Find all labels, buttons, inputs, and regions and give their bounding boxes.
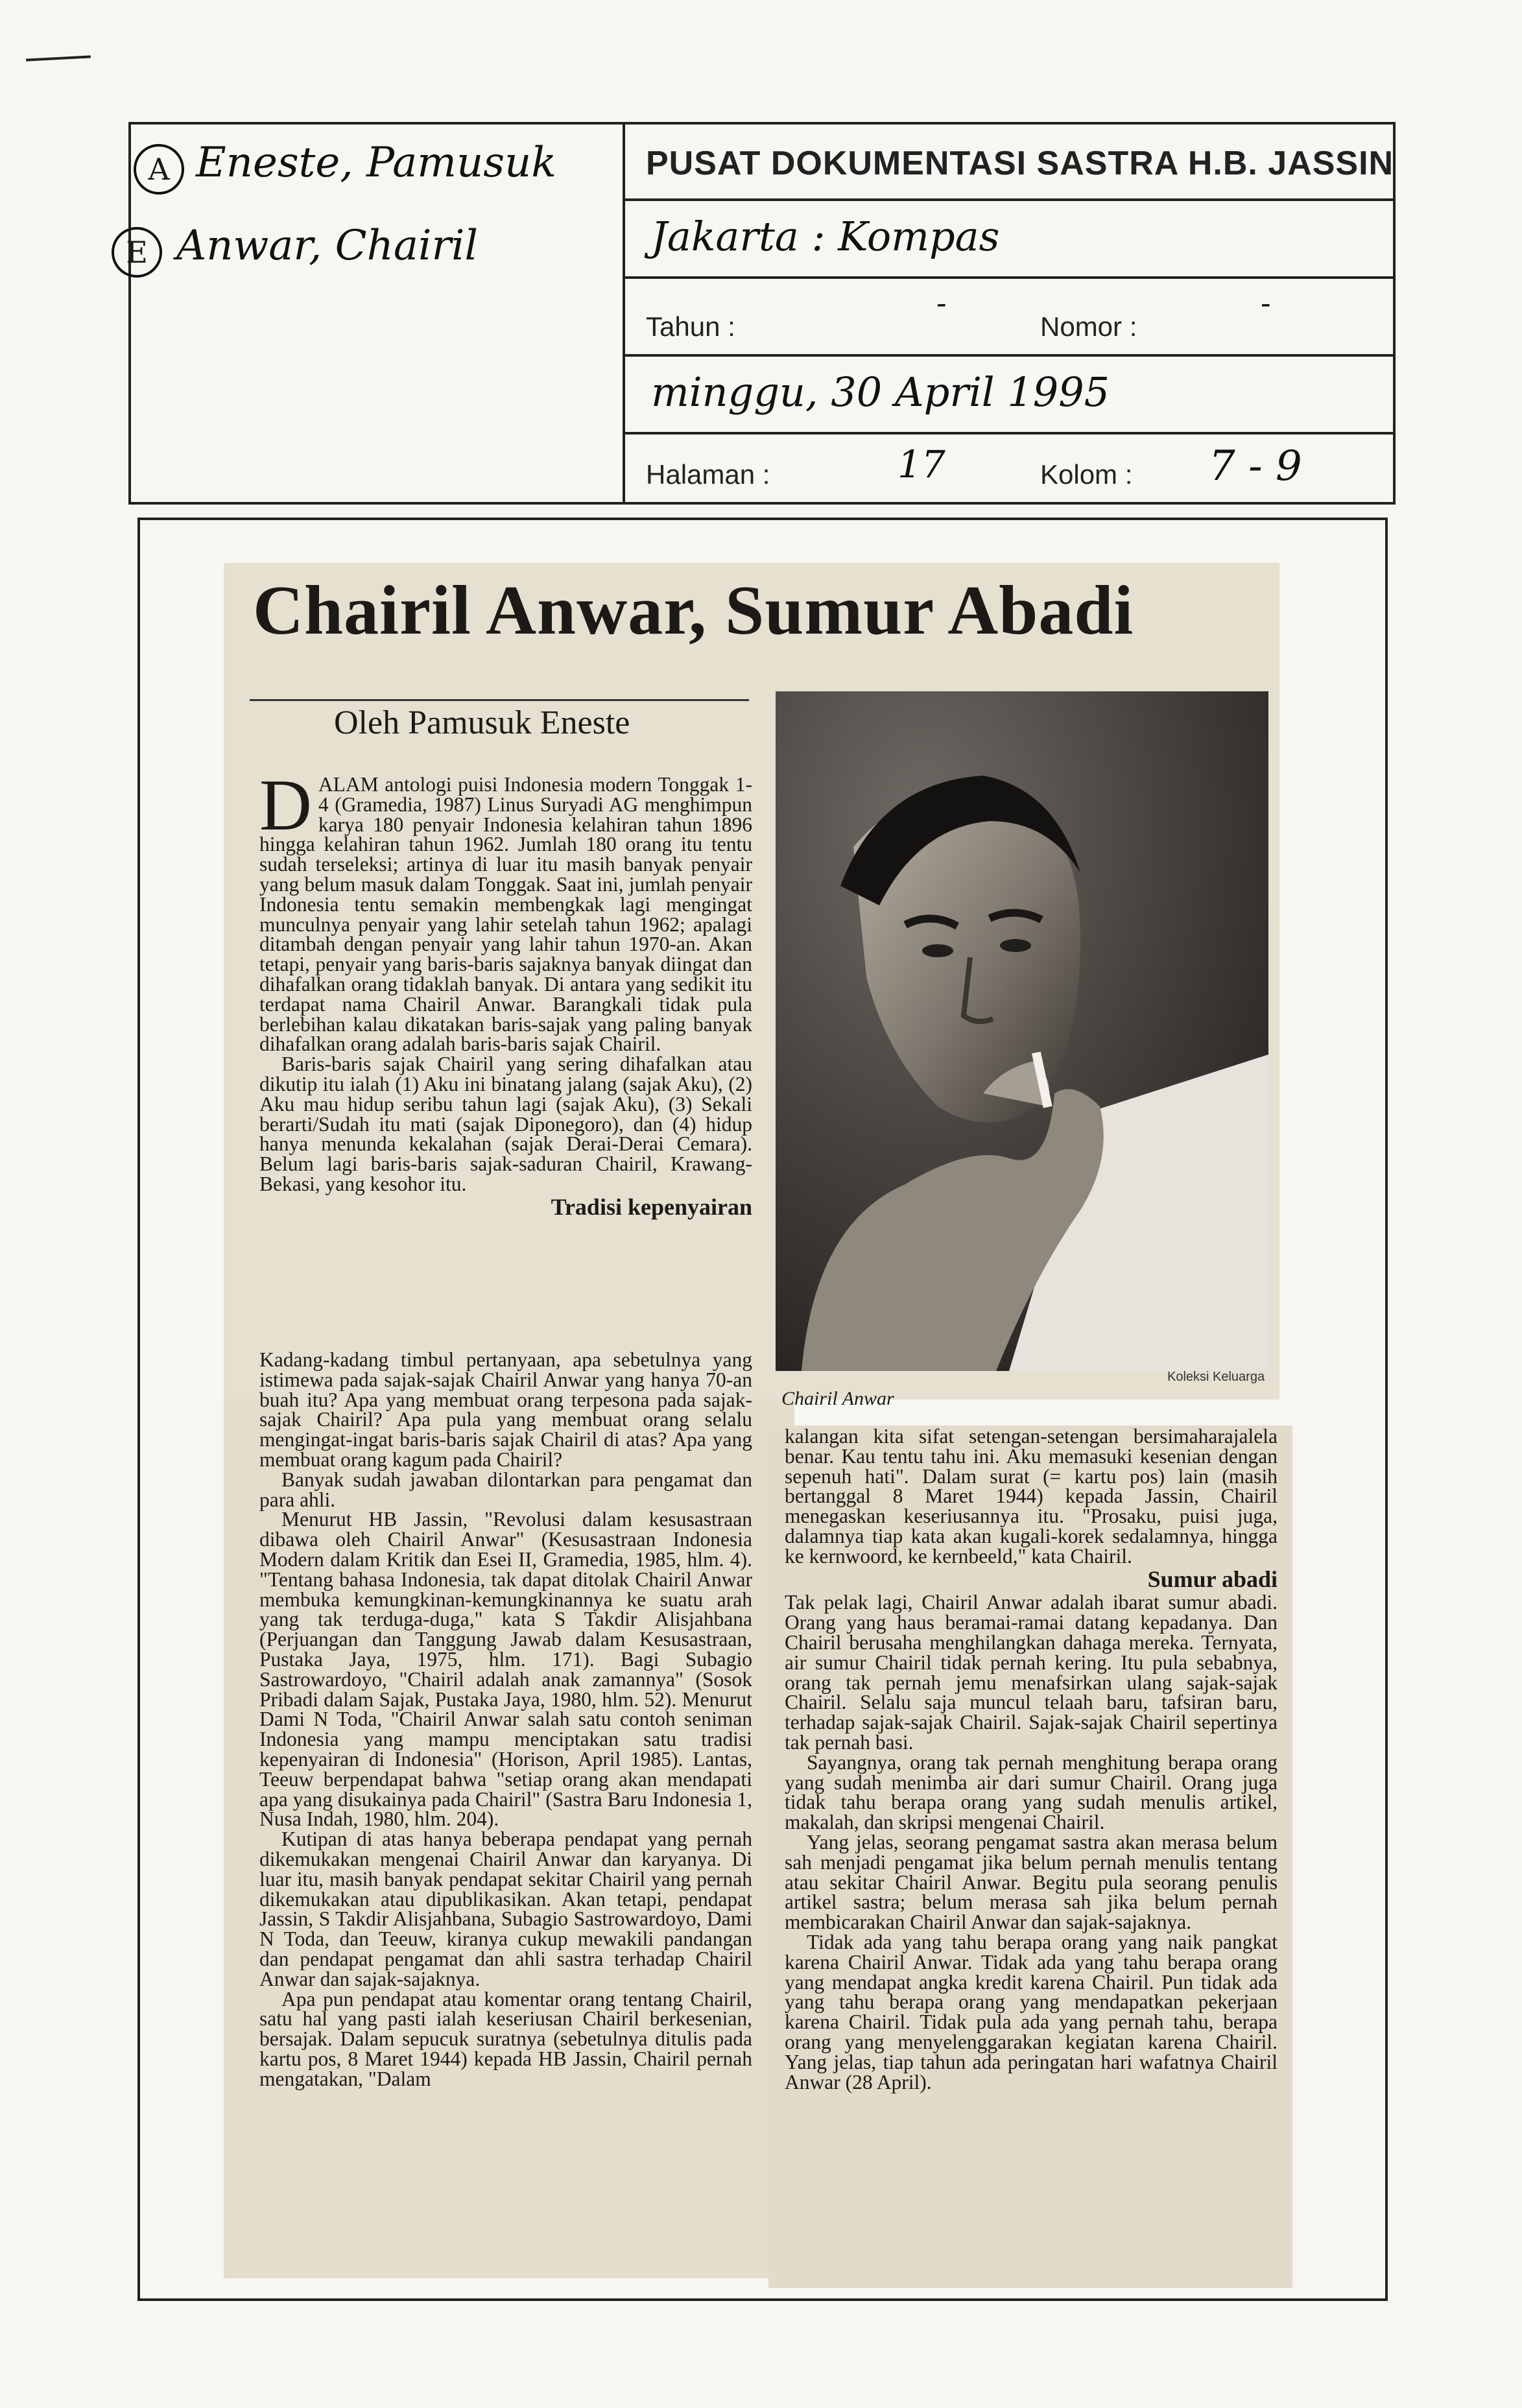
- portrait-photo: [776, 691, 1268, 1371]
- drop-cap: D: [259, 765, 312, 846]
- annotation-panel: [126, 125, 625, 502]
- page-value: 17: [898, 442, 945, 486]
- form-row-institution: [625, 125, 1393, 201]
- column-value: 7 - 9: [1209, 442, 1302, 490]
- paragraph: Apa pun pendapat atau komentar orang tentang Chairil, satu hal yang pasti ialah keseriusan Chairil berkesenian, bersajak. Dalam sepucuk suratnya (sebetulnya ditulis pada kartu pos, 8 Maret 1944) kepada HB Jassin, Chairil pernah mengatakan, "Dalam: [259, 1987, 752, 2090]
- column-label: Kolom :: [1040, 459, 1133, 490]
- paragraph: Kutipan di atas hanya beberapa pendapat yang pernah dikemukakan mengenai Chairil Anwar dan karyanya. Di luar itu, masih banyak pendapat sekitar Chairil yang pernah dikemukakan atau dipublikasikan. Akan tetapi, pendapat Jassin, S Takdir Alisjahbana, Subagio Sastrowardoyo, Dami N Toda, dan Teeuw, kiranya cukup mewakili pandangan dan pendapat pengamat dan ahli sastra terhadap Chairil Anwar dan sajak-sajaknya.: [259, 1828, 752, 1990]
- subhead-sumur-abadi: Sumur abadi: [1147, 1566, 1278, 1592]
- stray-pen-mark: [26, 55, 91, 61]
- page-label: Halaman :: [646, 459, 770, 490]
- article-column-c: [785, 1427, 1278, 2092]
- source-handwritten: Jakarta : Kompas: [651, 213, 1000, 260]
- subject-name: Anwar, Chairil: [176, 222, 478, 270]
- paragraph: Sayangnya, orang tak pernah menghitung berapa orang yang sudah menimba air dari sumur Chairil. Orang juga tidak tahu berapa orang yang sudah menulis artikel, makalah, dan skripsi mengenai Chairil.: [785, 1750, 1278, 1834]
- archive-form: [128, 122, 1396, 505]
- article-column-b: [259, 1350, 752, 2089]
- photo-credit: Koleksi Keluarga: [1167, 1370, 1265, 1384]
- byline-rule: [250, 699, 749, 701]
- form-row-page-column: [625, 435, 1393, 505]
- subject-marker: E: [112, 227, 162, 278]
- number-label: Nomor :: [1040, 311, 1137, 342]
- author-name: Eneste, Pamusuk: [196, 139, 557, 187]
- year-label: Tahun :: [646, 311, 735, 342]
- subhead-tradisi: Tradisi kepenyairan: [551, 1193, 752, 1220]
- paragraph-text: ALAM antologi puisi Indonesia modern Tonggak 1-4 (Gramedia, 1987) Linus Suryadi AG menghimpun karya 180 penyair Indonesia kelahiran tahun 1896 hingga kelahiran tahun 1962. Jumlah 180 orang itu tentu sudah terseleksi; artinya di luar itu masih banyak penyair yang belum masuk dalam Tonggak. Saat ini, jumlah penyair Indonesia tentu semakin membengkak lagi mengingat munculnya penyair yang lahir setelah tahun 1962; apalagi ditambah dengan penyair yang lahir tahun 1970-an. Akan tetapi, penyair yang baris-baris sajaknya banyak diingat dan dihafalkan orang tidaklah banyak. Di antara yang sedikit itu terdapat nama Chairil Anwar. Barangkali tidak pula berlebihan kalau dikatakan baris-sajak yang paling banyak dihafalkan orang adalah baris-baris sajak Chairil.: [259, 773, 752, 1056]
- form-row-year-number: [625, 279, 1393, 357]
- paragraph: Tak pelak lagi, Chairil Anwar adalah ibarat sumur abadi. Orang yang haus beramai-ramai datang kepadanya. Dan Chairil berusaha menghilangkan dahaga mereka. Ternyata, air sumur Chairil tidak pernah kering. Itu pula sebabnya, orang tak pernah jemu menafsirkan ulang sajak-sajak Chairil. Selalu saja muncul telaah baru, tafsiran baru, terhadap sajak-sajak Chairil. Sajak-sajak Chairil sepertinya tak pernah basi.: [785, 1591, 1278, 1754]
- institution-name: PUSAT DOKUMENTASI SASTRA H.B. JASSIN: [646, 145, 1394, 182]
- paragraph: kalangan kita sifat setengan-setengan bersimaharajalela benar. Kau tentu tahu ini. Aku memasuki kesenian dengan sepenuh hati". Dalam surat (= kartu pos) lain (masih bertanggal 8 Maret 1944) kepada Jassin, Chairil menegaskan keseriusannya itu. "Prosaku, puisi juga, dalamnya tiap kata akan kugali-korek sedalamnya, hingga ke kernwoord, ke kernbeeld," kata Chairil.: [785, 1425, 1278, 1568]
- form-row-date: [625, 357, 1393, 435]
- form-row-source: [625, 201, 1393, 279]
- author-marker: A: [134, 144, 184, 195]
- article-byline: Oleh Pamusuk Eneste: [334, 704, 630, 741]
- paragraph: Menurut HB Jassin, "Revolusi dalam kesusastraan dibawa oleh Chairil Anwar" (Kesusastraan Indonesia Modern dalam Kritik dan Esei II, Gramedia, 1985, hlm. 4). "Tentang bahasa Indonesia, tak dapat ditolak Chairil Anwar membuka kemungkinan-kemungkinannya ke suatu arah yang tak terduga-duga," kata S Takdir Alisjahbana (Perjuangan dan Tanggung Jawab dalam Kesusastraan, Pustaka Jaya, 1975, hlm. 171). Bagi Subagio Sastrowardoyo, "Chairil adalah anak zamannya" (Sosok Pribadi dalam Sajak, Pustaka Jaya, 1980, hlm. 52). Menurut Dami N Toda, "Chairil Anwar salah satu contoh seniman Indonesia yang mampu menciptakan satu tradisi kepenyairan di Indonesia" (Horison, April 1985). Lantas, Teeuw berpendapat bahwa "setiap orang akan mendapati apa yang disukainya pada Chairil" (Sastra Baru Indonesia 1, Nusa Indah, 1980, hlm. 204).: [259, 1508, 752, 1831]
- paragraph: Banyak sudah jawaban dilontarkan para pengamat dan para ahli.: [259, 1468, 752, 1511]
- year-value: -: [936, 285, 947, 320]
- article-headline: Chairil Anwar, Sumur Abadi: [253, 572, 1134, 649]
- number-value: -: [1261, 285, 1271, 320]
- date-handwritten: minggu, 30 April 1995: [651, 368, 1110, 416]
- paragraph: Tidak ada yang tahu berapa orang yang naik pangkat karena Chairil Anwar. Tidak ada yang tahu berapa orang yang mendapat angka kredit karena Chairil. Pun tidak ada yang tahu berapa orang yang mendapatkan pekerjaan karena Chairil. Tidak pula ada yang pernah tahu, berapa orang yang menyelenggarakan kegiatan karena Chairil. Yang jelas, tiap tahun ada peringatan hari wafatnya Chairil Anwar (28 April).: [785, 1930, 1278, 2093]
- paragraph: Kadang-kadang timbul pertanyaan, apa sebetulnya yang istimewa pada sajak-sajak Chairil Anwar yang hanya 70-an buah itu? Apa yang membuat orang terpesona pada sajak-sajak Chairil? Apa pula yang membuat orang selalu mengingat-ingat baris-baris sajak Chairil di atas? Apa yang membuat orang kagum pada Chairil?: [259, 1348, 752, 1471]
- paragraph: Baris-baris sajak Chairil yang sering dihafalkan atau dikutip itu ialah (1) Aku ini binatang jalang (sajak Aku), (2) Aku mau hidup seribu tahun lagi (sajak Aku), (3) Sekali berarti/Sudah itu mati (sajak Diponegoro), dan (4) hidup hanya menunda kekalahan (sajak Derai-Derai Cemara). Belum lagi baris-baris sajak-saduran Chairil, Krawang-Bekasi, yang kesohor itu.: [259, 1053, 752, 1195]
- photo-caption: Chairil Anwar: [781, 1388, 894, 1409]
- paragraph: [259, 765, 752, 1056]
- portrait-illustration: [776, 691, 1268, 1371]
- article-column-a: [259, 765, 752, 1221]
- paragraph: Yang jelas, seorang pengamat sastra akan merasa belum sah menjadi pengamat jika belum pernah menulis tentang atau sekitar Chairil Anwar. Begitu pula seorang penulis artikel sastra; belum merasa sah jika belum pernah membicarakan Chairil Anwar dan sajak-sajaknya.: [785, 1830, 1278, 1934]
